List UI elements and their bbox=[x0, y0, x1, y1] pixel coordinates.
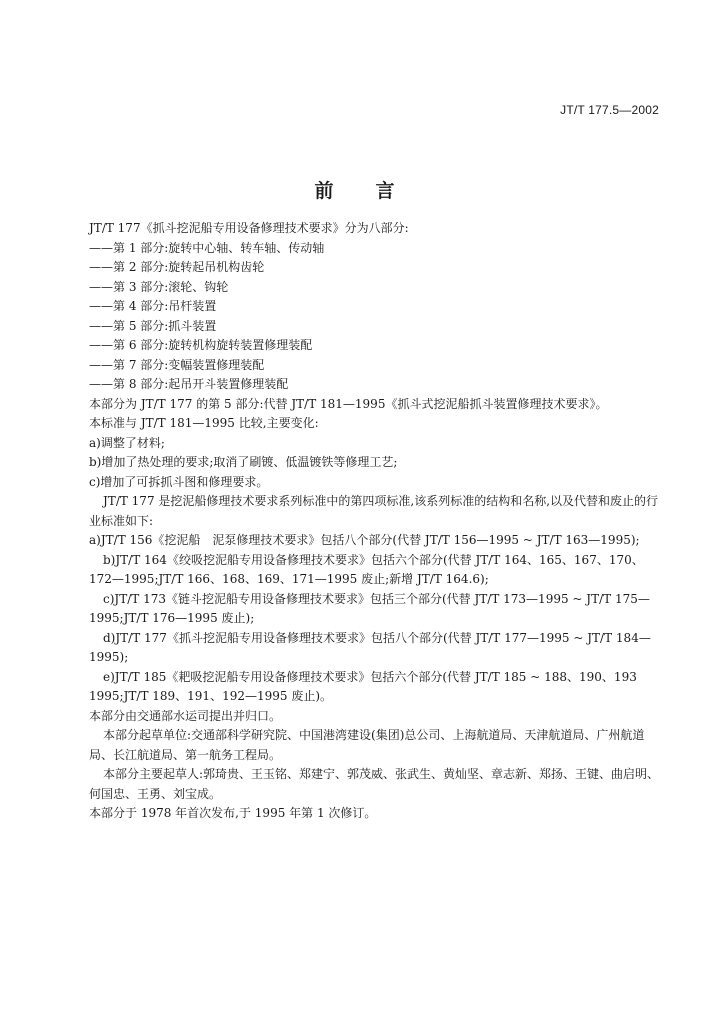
preface-body bbox=[89, 219, 660, 824]
comparison-heading: 本标准与 JT/T 181—1995 比较,主要变化: bbox=[89, 416, 319, 430]
change-item: b)增加了热处理的要求;取消了刷镀、低温镀铁等修理工艺; bbox=[89, 455, 398, 469]
part-list-item: ——第 1 部分:旋转中心轴、转车轴、传动轴 bbox=[89, 240, 325, 255]
change-item: c)增加了可拆抓斗图和修理要求。 bbox=[89, 474, 269, 489]
part-list-item: ——第 5 部分:抓斗装置 bbox=[89, 318, 217, 333]
change-item: a)调整了材料; bbox=[89, 435, 165, 450]
replacement-statement: 本部分为 JT/T 177 的第 5 部分:代替 JT/T 181—1995《抓斗式挖泥船抓斗装置修理技术要求》。 bbox=[89, 396, 608, 411]
release-history: 本部分于 1978 年首次发布,于 1995 年第 1 次修订。 bbox=[89, 806, 377, 820]
page-title: 前言 bbox=[314, 180, 437, 202]
part-list-item: ——第 4 部分:吊杆装置 bbox=[89, 299, 217, 313]
series-item: a)JT/T 156《挖泥船 泥泵修理技术要求》包括八个部分(代替 JT/T 156—1995 ~ JT/T 163—1995); bbox=[89, 533, 640, 547]
intro-paragraph: JT/T 177《抓斗挖泥船专用设备修理技术要求》分为八部分: bbox=[89, 221, 409, 235]
series-item: d)JT/T 177《抓斗挖泥船专用设备修理技术要求》包括八个部分(代替 JT/T 177—1995 ~ JT/T 184—1995); bbox=[89, 630, 651, 664]
series-item: b)JT/T 164《绞吸挖泥船专用设备修理技术要求》包括六个部分(代替 JT/T 164、165、167、170、172—1995;JT/T 166、168、169、171—1995 废止;新增 JT/T 164.6); bbox=[89, 552, 644, 586]
drafting-units: 本部分起草单位:交通部科学研究院、中国港湾建设(集团)总公司、上海航道局、天津航道局、广州航道局、长江航道局、第一航务工程局。 bbox=[89, 728, 645, 762]
proposer-statement: 本部分由交通部水运司提出并归口。 bbox=[89, 708, 282, 723]
series-item: c)JT/T 173《链斗挖泥船专用设备修理技术要求》包括三个部分(代替 JT/T 173—1995 ~ JT/T 175—1995;JT/T 176—1995 废止); bbox=[89, 591, 650, 625]
part-list-item: ——第 3 部分:滚轮、钩轮 bbox=[89, 279, 229, 294]
series-paragraph: JT/T 177 是挖泥船修理技术要求系列标准中的第四项标准,该系列标准的结构和名称,以及代替和废止的行业标准如下: bbox=[89, 494, 659, 528]
drafters: 本部分主要起草人:郭琦贵、王玉铭、郑建宁、郭茂威、张武生、黄灿坚、章志新、郑扬、王键、曲启明、何国忠、王勇、刘宝成。 bbox=[89, 767, 660, 801]
part-list-item: ——第 2 部分:旋转起吊机构齿轮 bbox=[89, 260, 265, 274]
part-list-item: ——第 7 部分:变幅装置修理装配 bbox=[89, 357, 265, 372]
part-list-item: ——第 8 部分:起吊开斗装置修理装配 bbox=[89, 377, 289, 391]
part-list-item: ——第 6 部分:旋转机构旋转装置修理装配 bbox=[89, 338, 313, 352]
standard-code: JT/T 177.5—2002 bbox=[560, 103, 659, 117]
series-item: e)JT/T 185《耙吸挖泥船专用设备修理技术要求》包括六个部分(代替 JT/T 185 ~ 188、190、193 1995;JT/T 189、191、192—1995 废止)。 bbox=[89, 669, 637, 703]
